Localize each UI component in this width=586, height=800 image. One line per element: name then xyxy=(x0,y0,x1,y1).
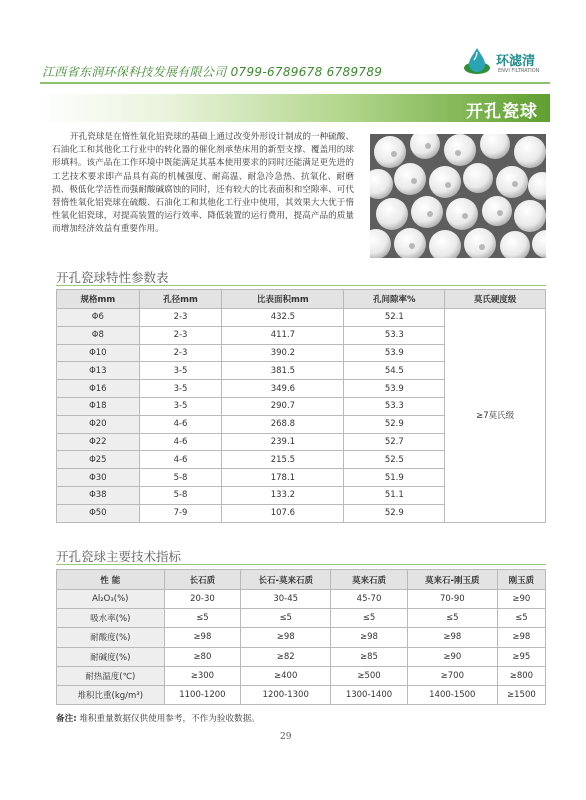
table-header-cell: 莫来石-刚玉质 xyxy=(407,570,497,590)
table-cell: 390.2 xyxy=(222,344,344,362)
table-cell: ≥95 xyxy=(497,647,545,666)
table-cell: ≥98 xyxy=(331,628,408,647)
table-row xyxy=(57,609,546,628)
table-header-row xyxy=(57,290,546,309)
footnote-text: 堆积重量数据仅供使用参考，不作为验收数据。 xyxy=(79,714,260,724)
table-header-row xyxy=(57,570,546,590)
ceramic-balls-illustration xyxy=(370,134,546,258)
table-cell: 52.5 xyxy=(344,451,445,469)
table-cell: 4-6 xyxy=(139,415,222,433)
table-cell: ≤5 xyxy=(164,609,241,628)
table-cell: 2-3 xyxy=(139,309,222,327)
table-cell: 51.9 xyxy=(344,469,445,487)
table-cell: 2-3 xyxy=(139,344,222,362)
table-cell: ≥1500 xyxy=(497,685,545,704)
table-cell: Φ18 xyxy=(57,397,140,415)
footnote xyxy=(56,712,260,724)
table-header-cell: 孔间隙率% xyxy=(344,290,445,309)
table-cell: Φ50 xyxy=(57,504,140,522)
table-cell: 吸水率(%) xyxy=(57,609,165,628)
company-contact-line: 江西省东润环保科技发展有限公司 0799-6789678 6789789 xyxy=(42,65,383,79)
table-cell: 411.7 xyxy=(222,326,344,344)
logo-name: 环滤清 xyxy=(496,54,536,69)
table-cell: 133.2 xyxy=(222,486,344,504)
table-cell: 53.9 xyxy=(344,344,445,362)
logo-subtitle: ENVI FILTRATION xyxy=(498,68,540,74)
table-cell: 268.8 xyxy=(222,415,344,433)
table-cell: ≥400 xyxy=(241,666,331,685)
table2-title-rule xyxy=(56,564,546,565)
table-cell: 53.3 xyxy=(344,326,445,344)
table-cell: ≤5 xyxy=(241,609,331,628)
table-header-cell: 莫来石质 xyxy=(331,570,408,590)
table-cell: ≥500 xyxy=(331,666,408,685)
table-cell: 耐热温度(℃) xyxy=(57,666,165,685)
table-row xyxy=(57,628,546,647)
table-cell: ≥80 xyxy=(164,647,241,666)
table-cell: 耐酸度(%) xyxy=(57,628,165,647)
footnote-label: 备注: xyxy=(56,714,77,724)
table-cell: ≤5 xyxy=(497,609,545,628)
table-cell: Φ22 xyxy=(57,433,140,451)
table-cell: 70-90 xyxy=(407,590,497,609)
table-cell: 54.5 xyxy=(344,362,445,380)
table1-title-rule xyxy=(56,285,546,286)
table-header-cell: 规格mm xyxy=(57,290,140,309)
company-logo xyxy=(460,44,550,84)
table-cell: ≥700 xyxy=(407,666,497,685)
intro-paragraph: 开孔瓷球是在惰性氧化铝瓷球的基础上通过改变外形设计制成的一种硫酸、石油化工和其他化工行业中的转化器的催化剂承垫床用的新型支撑、覆盖用的球形填料。该产品在工作环境中既能满足其基本使用要求的同时还能满足更先进的工艺技术要求即产品具有高的机械强度、耐高温、耐急冷急热、抗氧化、耐磨损、极低化学活性而强耐酸碱腐蚀的同时，还有较大的比表面积和空隙率、可代替惰性氧化铝瓷球在硫酸、石油化工和其他化工行业中使用，其效果大大优于惰性氧化铝瓷球，对提高装置的运行效率、降低装置的运行费用，提高产品的质量而增加经济效益有重要作用。 xyxy=(52,132,354,235)
table-cell: 5-8 xyxy=(139,486,222,504)
page-number: 29 xyxy=(280,732,292,742)
perforated-ceramic-balls-photo xyxy=(370,134,546,258)
table-cell: 215.5 xyxy=(222,451,344,469)
table-header-cell: 性 能 xyxy=(57,570,165,590)
table-cell: ≥300 xyxy=(164,666,241,685)
table-cell: 381.5 xyxy=(222,362,344,380)
table-cell: 52.9 xyxy=(344,504,445,522)
table-cell: Φ20 xyxy=(57,415,140,433)
table-cell: 349.6 xyxy=(222,380,344,398)
table-cell: Φ38 xyxy=(57,486,140,504)
table-cell: ≥82 xyxy=(241,647,331,666)
table-cell: 45-70 xyxy=(331,590,408,609)
table-row xyxy=(57,666,546,685)
table-cell: ≥85 xyxy=(331,647,408,666)
table-cell: Φ13 xyxy=(57,362,140,380)
table-header-cell: 刚玉质 xyxy=(497,570,545,590)
table-cell: ≤5 xyxy=(407,609,497,628)
page-title: 开孔瓷球 xyxy=(466,102,538,122)
table-cell: 1400-1500 xyxy=(407,685,497,704)
table-cell: Al₂O₃(%) xyxy=(57,590,165,609)
table-cell: 239.1 xyxy=(222,433,344,451)
table-cell: ≥90 xyxy=(407,647,497,666)
table-cell: 20-30 xyxy=(164,590,241,609)
table1-title: 开孔瓷球特性参数表 xyxy=(56,270,169,285)
table-cell: ≤5 xyxy=(331,609,408,628)
table-cell: ≥98 xyxy=(241,628,331,647)
table-cell: 1100-1200 xyxy=(164,685,241,704)
header-divider xyxy=(40,82,550,84)
table-header-cell: 孔径mm xyxy=(139,290,222,309)
table-cell: ≥800 xyxy=(497,666,545,685)
table-cell: 3-5 xyxy=(139,380,222,398)
table-header-cell: 莫氏硬度级 xyxy=(445,290,546,309)
table-cell: Φ10 xyxy=(57,344,140,362)
table-row xyxy=(57,685,546,704)
table-cell: 30-45 xyxy=(241,590,331,609)
table-row xyxy=(57,309,546,327)
table-cell: ≥98 xyxy=(164,628,241,647)
table-cell: 3-5 xyxy=(139,397,222,415)
table-cell: 52.7 xyxy=(344,433,445,451)
table-cell: 堆积比重(kg/m³) xyxy=(57,685,165,704)
table-cell: ≥90 xyxy=(497,590,545,609)
table-cell: 107.6 xyxy=(222,504,344,522)
table-cell: Φ25 xyxy=(57,451,140,469)
table-cell: 53.3 xyxy=(344,397,445,415)
table-cell: 1200-1300 xyxy=(241,685,331,704)
hardness-merged-cell: ≥7莫氏级 xyxy=(445,309,546,523)
table-cell: 52.1 xyxy=(344,309,445,327)
table-cell: 2-3 xyxy=(139,326,222,344)
table-cell: 178.1 xyxy=(222,469,344,487)
table-cell: 7-9 xyxy=(139,504,222,522)
table-header-cell: 长石-莫来石质 xyxy=(241,570,331,590)
table-row xyxy=(57,590,546,609)
table-cell: 耐碱度(%) xyxy=(57,647,165,666)
table-cell: Φ16 xyxy=(57,380,140,398)
table-cell: 4-6 xyxy=(139,451,222,469)
table-cell: ≥98 xyxy=(407,628,497,647)
table-cell: ≥98 xyxy=(497,628,545,647)
table-cell: 290.7 xyxy=(222,397,344,415)
table-cell: 53.9 xyxy=(344,380,445,398)
table2-title: 开孔瓷球主要技术指标 xyxy=(56,549,182,564)
table-cell: Φ30 xyxy=(57,469,140,487)
table-row xyxy=(57,647,546,666)
table-cell: 5-8 xyxy=(139,469,222,487)
properties-table xyxy=(56,289,546,523)
table-cell: 1300-1400 xyxy=(331,685,408,704)
technical-spec-table xyxy=(56,569,546,705)
table-cell: 3-5 xyxy=(139,362,222,380)
water-drop-icon xyxy=(462,46,492,76)
table-header-cell: 长石质 xyxy=(164,570,241,590)
table-cell: Φ8 xyxy=(57,326,140,344)
table-cell: 51.1 xyxy=(344,486,445,504)
table-cell: 52.9 xyxy=(344,415,445,433)
table-cell: 4-6 xyxy=(139,433,222,451)
table-header-cell: 比表面积mm xyxy=(222,290,344,309)
table-cell: Φ6 xyxy=(57,309,140,327)
table-cell: 432.5 xyxy=(222,309,344,327)
